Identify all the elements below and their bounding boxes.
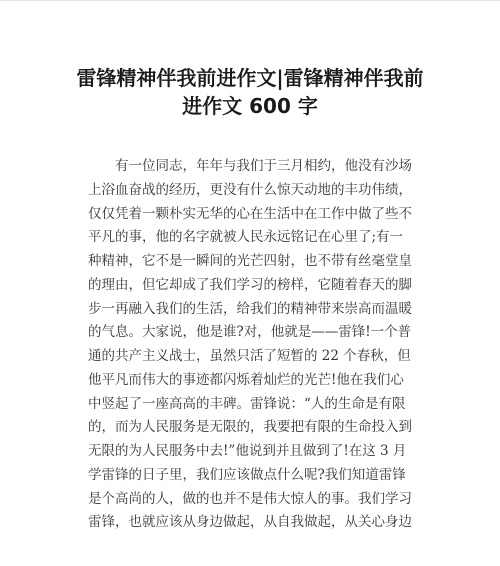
body-line: 雷锋，也就应该从身边做起，从自我做起，从关心身边 <box>88 514 412 531</box>
document-title <box>20 64 480 120</box>
body-line: 平凡的事，他的名字就被人民永远铭记在心里了;有一 <box>88 229 404 246</box>
body-line: 他平凡而伟大的事迹都闪烁着灿烂的光芒!他在我们心 <box>88 371 404 388</box>
title-line: 进作文 600 字 <box>182 94 318 118</box>
body-line: 学雷锋的日子里，我们应该做点什么呢?我们知道雷锋 <box>88 466 406 483</box>
body-line: 无限的为人民服务中去!”他说到并且做到了!在这 3 月 <box>88 443 407 459</box>
page-top-border <box>0 0 500 1</box>
body-line: 是个高尚的人，做的也并不是伟大惊人的事。我们学习 <box>88 490 412 507</box>
body-line: 中竖起了一座高高的丰碑。雷锋说：“人的生命是有限 <box>88 395 406 412</box>
body-line: 上浴血奋战的经历，更没有什么惊天动地的丰功伟绩， <box>88 181 412 198</box>
body-line: 通的共产主义战士，虽然只活了短暂的 22 个春秋，但 <box>88 348 411 364</box>
body-line: 的理由，但它却成了我们学习的榜样，它随着春天的脚 <box>88 276 412 293</box>
body-line: 的气息。大家说，他是谁?对，他就是——雷锋!一个普 <box>88 324 412 341</box>
document-body <box>88 155 418 535</box>
body-line: 的，而为人民服务是无限的，我要把有限的生命投入到 <box>88 419 412 436</box>
body-line: 步一再融入我们的生活，给我们的精神带来崇高而温暖 <box>88 300 412 317</box>
title-line: 雷锋精神伴我前进作文|雷锋精神伴我前 <box>76 66 424 90</box>
body-line: 仅仅凭着一颗朴实无华的心在生活中在工作中做了些不 <box>88 205 412 222</box>
body-line: 种精神，它不是一瞬间的光芒四射，也不带有丝毫堂皇 <box>88 253 412 269</box>
body-line: 有一位同志，年年与我们于三月相约，他没有沙场 <box>88 158 412 174</box>
